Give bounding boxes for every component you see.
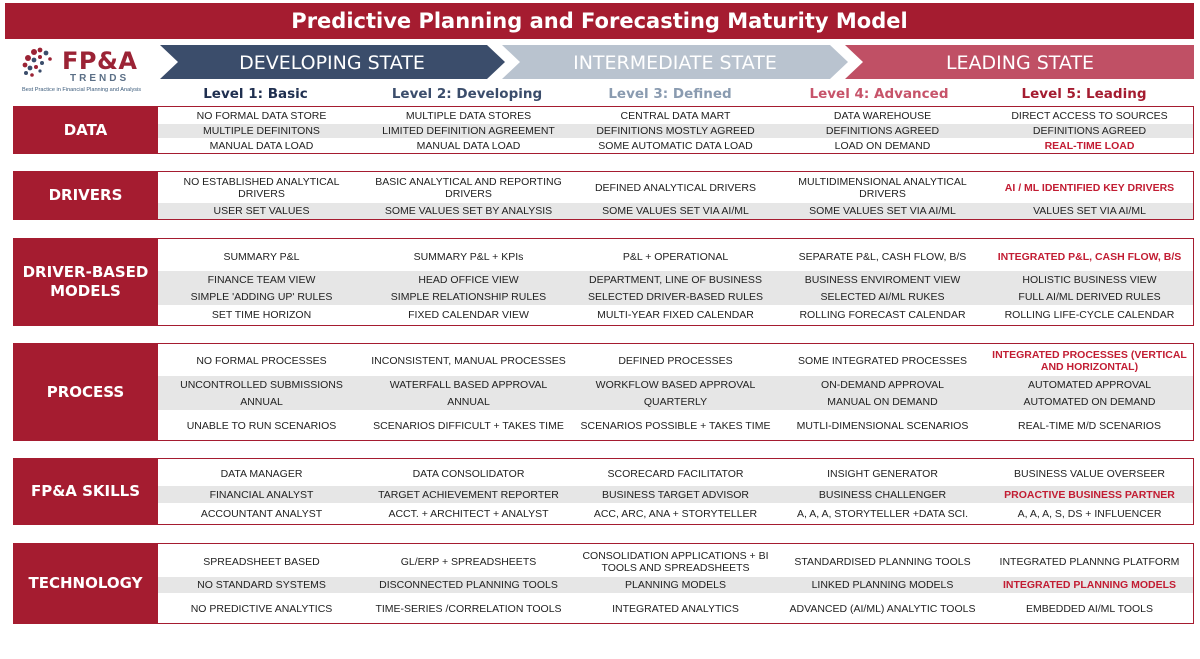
matrix-row bbox=[158, 288, 1193, 305]
category-label: PROCESS bbox=[13, 343, 158, 441]
matrix-cell-level-5: BUSINESS VALUE OVERSEER bbox=[1014, 468, 1165, 480]
matrix-cell-level-1: SIMPLE 'ADDING UP' RULES bbox=[190, 290, 333, 303]
matrix-row bbox=[158, 376, 1193, 393]
intermediate-state-label: INTERMEDIATE STATE bbox=[573, 52, 777, 74]
matrix-cell-level-5: VALUES SET VIA AI/ML bbox=[1033, 205, 1146, 217]
leading-state-label: LEADING STATE bbox=[945, 52, 1095, 74]
section-1 bbox=[13, 171, 1194, 220]
matrix-cell-level-3: SCENARIOS POSSIBLE + TAKES TIME bbox=[580, 420, 771, 432]
category-cells bbox=[158, 106, 1194, 154]
section-4 bbox=[13, 458, 1194, 525]
matrix-row bbox=[158, 243, 1193, 271]
category-label: TECHNOLOGY bbox=[13, 543, 158, 624]
matrix-row bbox=[158, 393, 1193, 410]
matrix-cell-level-2: LIMITED DEFINITION AGREEMENT bbox=[382, 125, 555, 137]
matrix-cell-level-5: REAL-TIME LOAD bbox=[1044, 140, 1135, 152]
matrix-cell-level-4: BUSINESS CHALLENGER bbox=[818, 488, 947, 501]
matrix-cell-level-5: HOLISTIC BUSINESS VIEW bbox=[1022, 273, 1157, 286]
matrix-cell-level-3: INTEGRATED ANALYTICS bbox=[612, 603, 739, 615]
matrix-cell-level-1: SUMMARY P&L bbox=[223, 251, 300, 263]
matrix-cell-level-1: NO FORMAL PROCESSES bbox=[196, 355, 327, 367]
matrix-cell-level-1: NO PREDICTIVE ANALYTICS bbox=[190, 603, 333, 615]
matrix-cell-level-4: ROLLING FORECAST CALENDAR bbox=[799, 309, 966, 321]
matrix-cell-level-5: DIRECT ACCESS TO SOURCES bbox=[1011, 110, 1168, 122]
matrix-row bbox=[158, 462, 1193, 486]
matrix-cell-level-3: P&L + OPERATIONAL bbox=[622, 251, 729, 263]
matrix-cell-level-5: ROLLING LIFE-CYCLE CALENDAR bbox=[1004, 309, 1175, 321]
matrix-row bbox=[158, 271, 1193, 288]
matrix-row bbox=[158, 109, 1193, 123]
logo-tagline: Best Practice in Financial Planning and Analysis bbox=[22, 87, 142, 93]
matrix-row bbox=[158, 503, 1193, 524]
state-arrows bbox=[160, 45, 1196, 79]
matrix-cell-level-2: MULTIPLE DATA STORES bbox=[405, 110, 532, 122]
matrix-cell-level-1: NO STANDARD SYSTEMS bbox=[197, 579, 326, 591]
category-cells bbox=[158, 343, 1194, 441]
matrix-cell-level-4: MANUAL ON DEMAND bbox=[827, 395, 938, 408]
matrix-cell-level-1: FINANCE TEAM VIEW bbox=[207, 273, 316, 286]
matrix-row bbox=[158, 412, 1193, 440]
matrix-cell-level-2: SIMPLE RELATIONSHIP RULES bbox=[390, 290, 547, 303]
matrix-cell-level-2: BASIC ANALYTICAL AND REPORTING DRIVERS bbox=[375, 176, 562, 200]
matrix-cell-level-3: SOME AUTOMATIC DATA LOAD bbox=[598, 140, 753, 152]
matrix-row bbox=[158, 203, 1193, 219]
matrix-cell-level-2: TIME-SERIES /CORRELATION TOOLS bbox=[375, 603, 562, 615]
matrix-cell-level-4: MUTLI-DIMENSIONAL SCENARIOS bbox=[796, 420, 969, 432]
matrix-cell-level-1: NO FORMAL DATA STORE bbox=[196, 110, 327, 122]
matrix-cell-level-4: LOAD ON DEMAND bbox=[834, 140, 931, 152]
matrix-cell-level-4: SEPARATE P&L, CASH FLOW, B/S bbox=[798, 251, 967, 263]
matrix-cell-level-3: PLANNING MODELS bbox=[625, 579, 726, 591]
matrix-row bbox=[158, 346, 1193, 376]
matrix-cell-level-2: GL/ERP + SPREADSHEETS bbox=[400, 556, 537, 568]
category-label: DRIVER-BASED MODELS bbox=[13, 238, 158, 326]
matrix-cell-level-2: HEAD OFFICE VIEW bbox=[418, 273, 519, 286]
category-cells bbox=[158, 238, 1194, 326]
matrix-cell-level-3: SOME VALUES SET VIA AI/ML bbox=[602, 205, 749, 217]
matrix-cell-level-2: TARGET ACHIEVEMENT REPORTER bbox=[378, 488, 559, 501]
matrix-cell-level-3: QUARTERLY bbox=[643, 395, 708, 408]
matrix-cell-level-2: DISCONNECTED PLANNING TOOLS bbox=[379, 579, 558, 591]
matrix-cell-level-2: ACCT. + ARCHITECT + ANALYST bbox=[388, 507, 549, 520]
matrix-cell-level-4: MULTIDIMENSIONAL ANALYTICAL DRIVERS bbox=[798, 176, 967, 200]
level-5-label: Level 5: Leading bbox=[1021, 86, 1147, 102]
matrix-cell-level-5: INTEGRATED PLANNNG PLATFORM bbox=[999, 556, 1180, 568]
matrix-cell-level-3: WORKFLOW BASED APPROVAL bbox=[595, 378, 756, 391]
matrix-cell-level-2: ANNUAL bbox=[447, 395, 490, 408]
matrix-cell-level-3: DEPARTMENT, LINE OF BUSINESS bbox=[589, 273, 762, 286]
matrix-cell-level-2: SUMMARY P&L + KPIs bbox=[413, 251, 524, 263]
matrix-cell-level-3: ACC, ARC, ANA + STORYTELLER bbox=[593, 507, 758, 520]
matrix-cell-level-1: UNABLE TO RUN SCENARIOS bbox=[186, 420, 337, 432]
matrix-cell-level-3: DEFINED ANALYTICAL DRIVERS bbox=[594, 182, 757, 194]
matrix-cell-level-4: SELECTED AI/ML RUKES bbox=[820, 290, 945, 303]
matrix-cell-level-4: ADVANCED (AI/ML) ANALYTIC TOOLS bbox=[789, 603, 976, 615]
level-headers bbox=[0, 84, 1200, 104]
matrix-cell-level-4: SOME VALUES SET VIA AI/ML bbox=[809, 205, 956, 217]
level-2-label: Level 2: Developing bbox=[391, 86, 543, 102]
matrix-cell-level-4: LINKED PLANNING MODELS bbox=[811, 579, 954, 591]
matrix-cell-level-1: USER SET VALUES bbox=[213, 205, 310, 217]
category-label: FP&A SKILLS bbox=[13, 458, 158, 525]
matrix-cell-level-1: DATA MANAGER bbox=[220, 468, 303, 480]
matrix-cell-level-5: REAL-TIME M/D SCENARIOS bbox=[1018, 420, 1161, 432]
matrix-cell-level-3: MULTI-YEAR FIXED CALENDAR bbox=[597, 309, 754, 321]
matrix-cell-level-3: CENTRAL DATA MART bbox=[620, 110, 731, 122]
logo-name: FP&A bbox=[62, 47, 138, 75]
matrix-cell-level-1: SET TIME HORIZON bbox=[211, 309, 312, 321]
matrix-cell-level-5: INTEGRATED PROCESSES (VERTICAL AND HORIZONTAL) bbox=[992, 349, 1187, 373]
matrix-row bbox=[158, 139, 1193, 153]
matrix-cell-level-5: AUTOMATED ON DEMAND bbox=[1023, 395, 1156, 408]
matrix-cell-level-5: INTEGRATED PLANNING MODELS bbox=[1002, 579, 1177, 591]
matrix-cell-level-5: AUTOMATED APPROVAL bbox=[1027, 378, 1152, 391]
category-cells bbox=[158, 458, 1194, 525]
matrix-cell-level-4: ON-DEMAND APPROVAL bbox=[821, 378, 944, 391]
matrix-cell-level-5: PROACTIVE BUSINESS PARTNER bbox=[1004, 488, 1175, 501]
section-3 bbox=[13, 343, 1194, 441]
level-3-label: Level 3: Defined bbox=[608, 86, 732, 102]
developing-state-label: DEVELOPING STATE bbox=[239, 52, 425, 74]
matrix-cell-level-2: WATERFALL BASED APPROVAL bbox=[389, 378, 548, 391]
section-2 bbox=[13, 238, 1194, 326]
logo-mark-icon bbox=[20, 44, 60, 84]
matrix-cell-level-2: SCENARIOS DIFFICULT + TAKES TIME bbox=[373, 420, 564, 432]
section-0 bbox=[13, 106, 1194, 154]
matrix-cell-level-5: EMBEDDED AI/ML TOOLS bbox=[1025, 603, 1153, 615]
matrix-cell-level-3: CONSOLIDATION APPLICATIONS + BI TOOLS AND SPREADSHEETS bbox=[582, 550, 769, 574]
matrix-row bbox=[158, 124, 1193, 138]
matrix-row bbox=[158, 547, 1193, 577]
matrix-cell-level-1: SPREADSHEET BASED bbox=[203, 556, 320, 568]
matrix-cell-level-2: INCONSISTENT, MANUAL PROCESSES bbox=[371, 355, 566, 367]
matrix-cell-level-3: DEFINITIONS MOSTLY AGREED bbox=[596, 125, 755, 137]
matrix-cell-level-5: INTEGRATED P&L, CASH FLOW, B/S bbox=[997, 251, 1182, 263]
matrix-row bbox=[158, 595, 1193, 623]
matrix-cell-level-2: FIXED CALENDAR VIEW bbox=[408, 309, 529, 321]
category-cells bbox=[158, 543, 1194, 624]
matrix-cell-level-3: SCORECARD FACILITATOR bbox=[607, 468, 744, 480]
matrix-cell-level-5: FULL AI/ML DERIVED RULES bbox=[1018, 290, 1161, 303]
matrix-row bbox=[158, 174, 1193, 202]
matrix-cell-level-1: MULTIPLE DEFINITONS bbox=[203, 125, 320, 137]
matrix-row bbox=[158, 486, 1193, 503]
matrix-row bbox=[158, 305, 1193, 325]
matrix-cell-level-2: MANUAL DATA LOAD bbox=[416, 140, 521, 152]
matrix-cell-level-5: DEFINITIONS AGREED bbox=[1032, 125, 1147, 137]
matrix-cell-level-4: DEFINITIONS AGREED bbox=[825, 125, 940, 137]
matrix-cell-level-1: ANNUAL bbox=[240, 395, 283, 408]
section-5 bbox=[13, 543, 1194, 624]
matrix-cell-level-2: DATA CONSOLIDATOR bbox=[412, 468, 525, 480]
matrix-cell-level-1: FINANCIAL ANALYST bbox=[209, 488, 314, 501]
matrix-cell-level-4: INSIGHT GENERATOR bbox=[827, 468, 938, 480]
level-1-label: Level 1: Basic bbox=[203, 86, 308, 102]
category-label: DATA bbox=[13, 106, 158, 154]
matrix-cell-level-3: SELECTED DRIVER-BASED RULES bbox=[587, 290, 764, 303]
matrix-cell-level-1: NO ESTABLISHED ANALYTICAL DRIVERS bbox=[183, 176, 340, 200]
page-title: Predictive Planning and Forecasting Maturity Model bbox=[5, 3, 1194, 39]
logo-sub: TRENDS bbox=[70, 73, 130, 84]
matrix-cell-level-4: STANDARDISED PLANNING TOOLS bbox=[794, 556, 971, 568]
level-4-label: Level 4: Advanced bbox=[809, 86, 949, 102]
matrix-cell-level-3: DEFINED PROCESSES bbox=[618, 355, 733, 367]
matrix-cell-level-3: BUSINESS TARGET ADVISOR bbox=[601, 488, 750, 501]
matrix-cell-level-5: AI / ML IDENTIFIED KEY DRIVERS bbox=[1004, 182, 1175, 194]
matrix-cell-level-4: DATA WAREHOUSE bbox=[833, 110, 932, 122]
matrix-row bbox=[158, 577, 1193, 593]
matrix-cell-level-4: SOME INTEGRATED PROCESSES bbox=[798, 355, 967, 367]
category-cells bbox=[158, 171, 1194, 220]
matrix-cell-level-1: UNCONTROLLED SUBMISSIONS bbox=[180, 378, 343, 391]
matrix-cell-level-5: A, A, A, S, DS + INFLUENCER bbox=[1017, 507, 1162, 520]
matrix-cell-level-1: ACCOUNTANT ANALYST bbox=[200, 507, 323, 520]
matrix-cell-level-2: SOME VALUES SET BY ANALYSIS bbox=[384, 205, 553, 217]
matrix-cell-level-1: MANUAL DATA LOAD bbox=[209, 140, 314, 152]
category-label: DRIVERS bbox=[13, 171, 158, 220]
matrix-cell-level-4: BUSINESS ENVIROMENT VIEW bbox=[804, 273, 961, 286]
matrix-cell-level-4: A, A, A, STORYTELLER +DATA SCI. bbox=[796, 507, 969, 520]
